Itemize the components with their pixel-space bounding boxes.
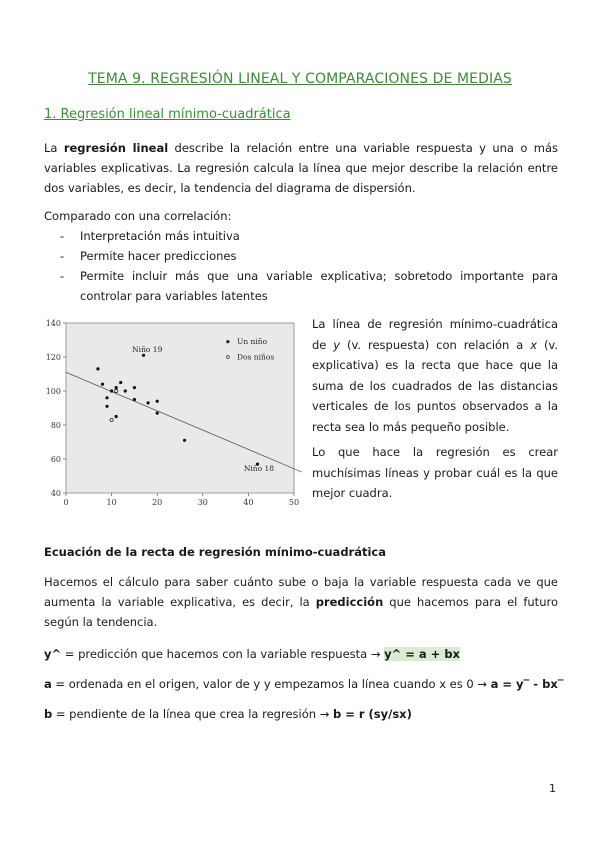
def-text-c: (v. explicativa) es la recta que hace que la suma de los cuadrados de las distancias verticales de los puntos observados a la recta sea lo más pequeño posible. <box>312 337 558 434</box>
intro-bold-term: regresión lineal <box>63 141 169 155</box>
equation-prediction <box>44 644 460 664</box>
y-tick-label: 140 <box>45 319 61 328</box>
data-point-one-child <box>146 401 149 404</box>
intro-paragraph <box>44 138 558 198</box>
eq3-text: = pendiente de la línea que crea la regresión → <box>52 707 333 721</box>
eq2-symbol: a <box>44 677 52 691</box>
data-point-one-child <box>133 398 136 401</box>
data-point-one-child <box>133 386 136 389</box>
eq3-formula: b = r (sy/sx) <box>332 707 412 721</box>
list-item-text: Interpretación más intuitiva <box>80 229 240 243</box>
data-point-one-child <box>156 412 159 415</box>
y-tick-label: 120 <box>45 353 61 362</box>
y-tick-label: 60 <box>50 455 61 464</box>
data-point-one-child <box>156 400 159 403</box>
data-point-one-child <box>119 381 122 384</box>
legend-marker-one <box>226 340 229 343</box>
eq3-symbol: b <box>44 707 53 721</box>
bullet-list <box>44 226 558 306</box>
y-tick-label: 100 <box>45 387 61 396</box>
data-point-one-child <box>101 383 104 386</box>
x-tick-label: 30 <box>197 498 208 507</box>
data-point-one-child <box>115 415 118 418</box>
regression-explanation: Lo que hace la regresión es crear muchísimas líneas y probar cuál es la que mejor cuadra. <box>312 445 558 500</box>
legend-label-one: Un niño <box>237 337 268 347</box>
section-heading-1: 1. Regresión lineal mínimo-cuadrática <box>44 107 291 122</box>
list-item: - Permite incluir más que una variable explicativa; sobretodo importante para controlar para variables latentes <box>60 269 558 303</box>
data-point-one-child <box>124 389 127 392</box>
calc-paragraph <box>44 572 558 632</box>
calc-text-start: Hacemos el cálculo para saber cuánto sube o baja la variable respuesta cada ve que aumenta la variable explicativa, es decir, la <box>44 575 558 609</box>
def-var-y: y <box>333 337 341 352</box>
y-tick-label: 80 <box>50 421 61 430</box>
x-tick-label: 50 <box>288 498 300 507</box>
x-tick-label: 20 <box>152 498 163 507</box>
data-point-one-child <box>110 389 113 392</box>
calc-text-end: que hacemos para el futuro según la tendencia. <box>44 595 558 629</box>
x-tick-label: 10 <box>106 498 117 507</box>
page-title: TEMA 9. REGRESIÓN LINEAL Y COMPARACIONES DE MEDIAS <box>88 71 512 87</box>
section-heading-2: Ecuación de la recta de regresión mínimo-cuadrática <box>44 545 387 559</box>
def-text-a: La línea de regresión mínimo-cuadrática de <box>312 317 558 352</box>
intro-text-end: describe la relación entre una variable respuesta y una o más variables explicativas. La regresión calcula la línea que mejor describe la relación entre dos variables, es decir, la tendencia del diagrama de dispersión. <box>44 141 558 195</box>
def-text-b: (v. respuesta) con relación a <box>340 337 531 352</box>
scatter-chart <box>36 313 302 518</box>
eq2-text: = ordenada en el origen, valor de y y empezamos la línea cuando x es 0 → <box>51 677 491 691</box>
x-tick-label: 40 <box>243 498 254 507</box>
data-point-one-child <box>115 386 118 389</box>
calc-bold-term: predicción <box>315 595 384 609</box>
def-var-x: x <box>530 337 538 352</box>
list-item: - Permite hacer predicciones <box>60 249 237 263</box>
annotation-nino-18: Niño 18 <box>243 463 275 473</box>
data-point-one-child <box>96 367 99 370</box>
eq1-symbol: y^ <box>44 647 62 661</box>
eq1-text: = predicción que hacemos con la variable respuesta → <box>61 647 385 661</box>
page-number: 1 <box>549 782 556 795</box>
equation-intercept <box>44 674 564 694</box>
data-point-one-child <box>142 354 145 357</box>
list-item-text: Permite incluir más que una variable explicativa; sobretodo importante para controlar para variables latentes <box>80 269 558 303</box>
compare-intro: Comparado con una correlación: <box>44 209 232 223</box>
eq1-formula: y^ = a + bx <box>384 647 460 661</box>
x-tick-label: 0 <box>63 498 69 507</box>
list-item: - Interpretación más intuitiva <box>60 229 240 243</box>
data-point-one-child <box>105 405 108 408</box>
data-point-one-child <box>105 396 108 399</box>
data-point-one-child <box>183 439 186 442</box>
intro-text-start: La <box>44 141 64 155</box>
regression-definition <box>312 314 558 437</box>
eq2-formula: a = y‾ - bx‾ <box>490 677 564 691</box>
equation-slope <box>44 704 412 724</box>
list-item-text: Permite hacer predicciones <box>80 249 237 263</box>
annotation-nino-19: Niño 19 <box>132 344 163 354</box>
y-tick-label: 40 <box>50 489 61 498</box>
legend-label-two: Dos niños <box>237 352 275 362</box>
